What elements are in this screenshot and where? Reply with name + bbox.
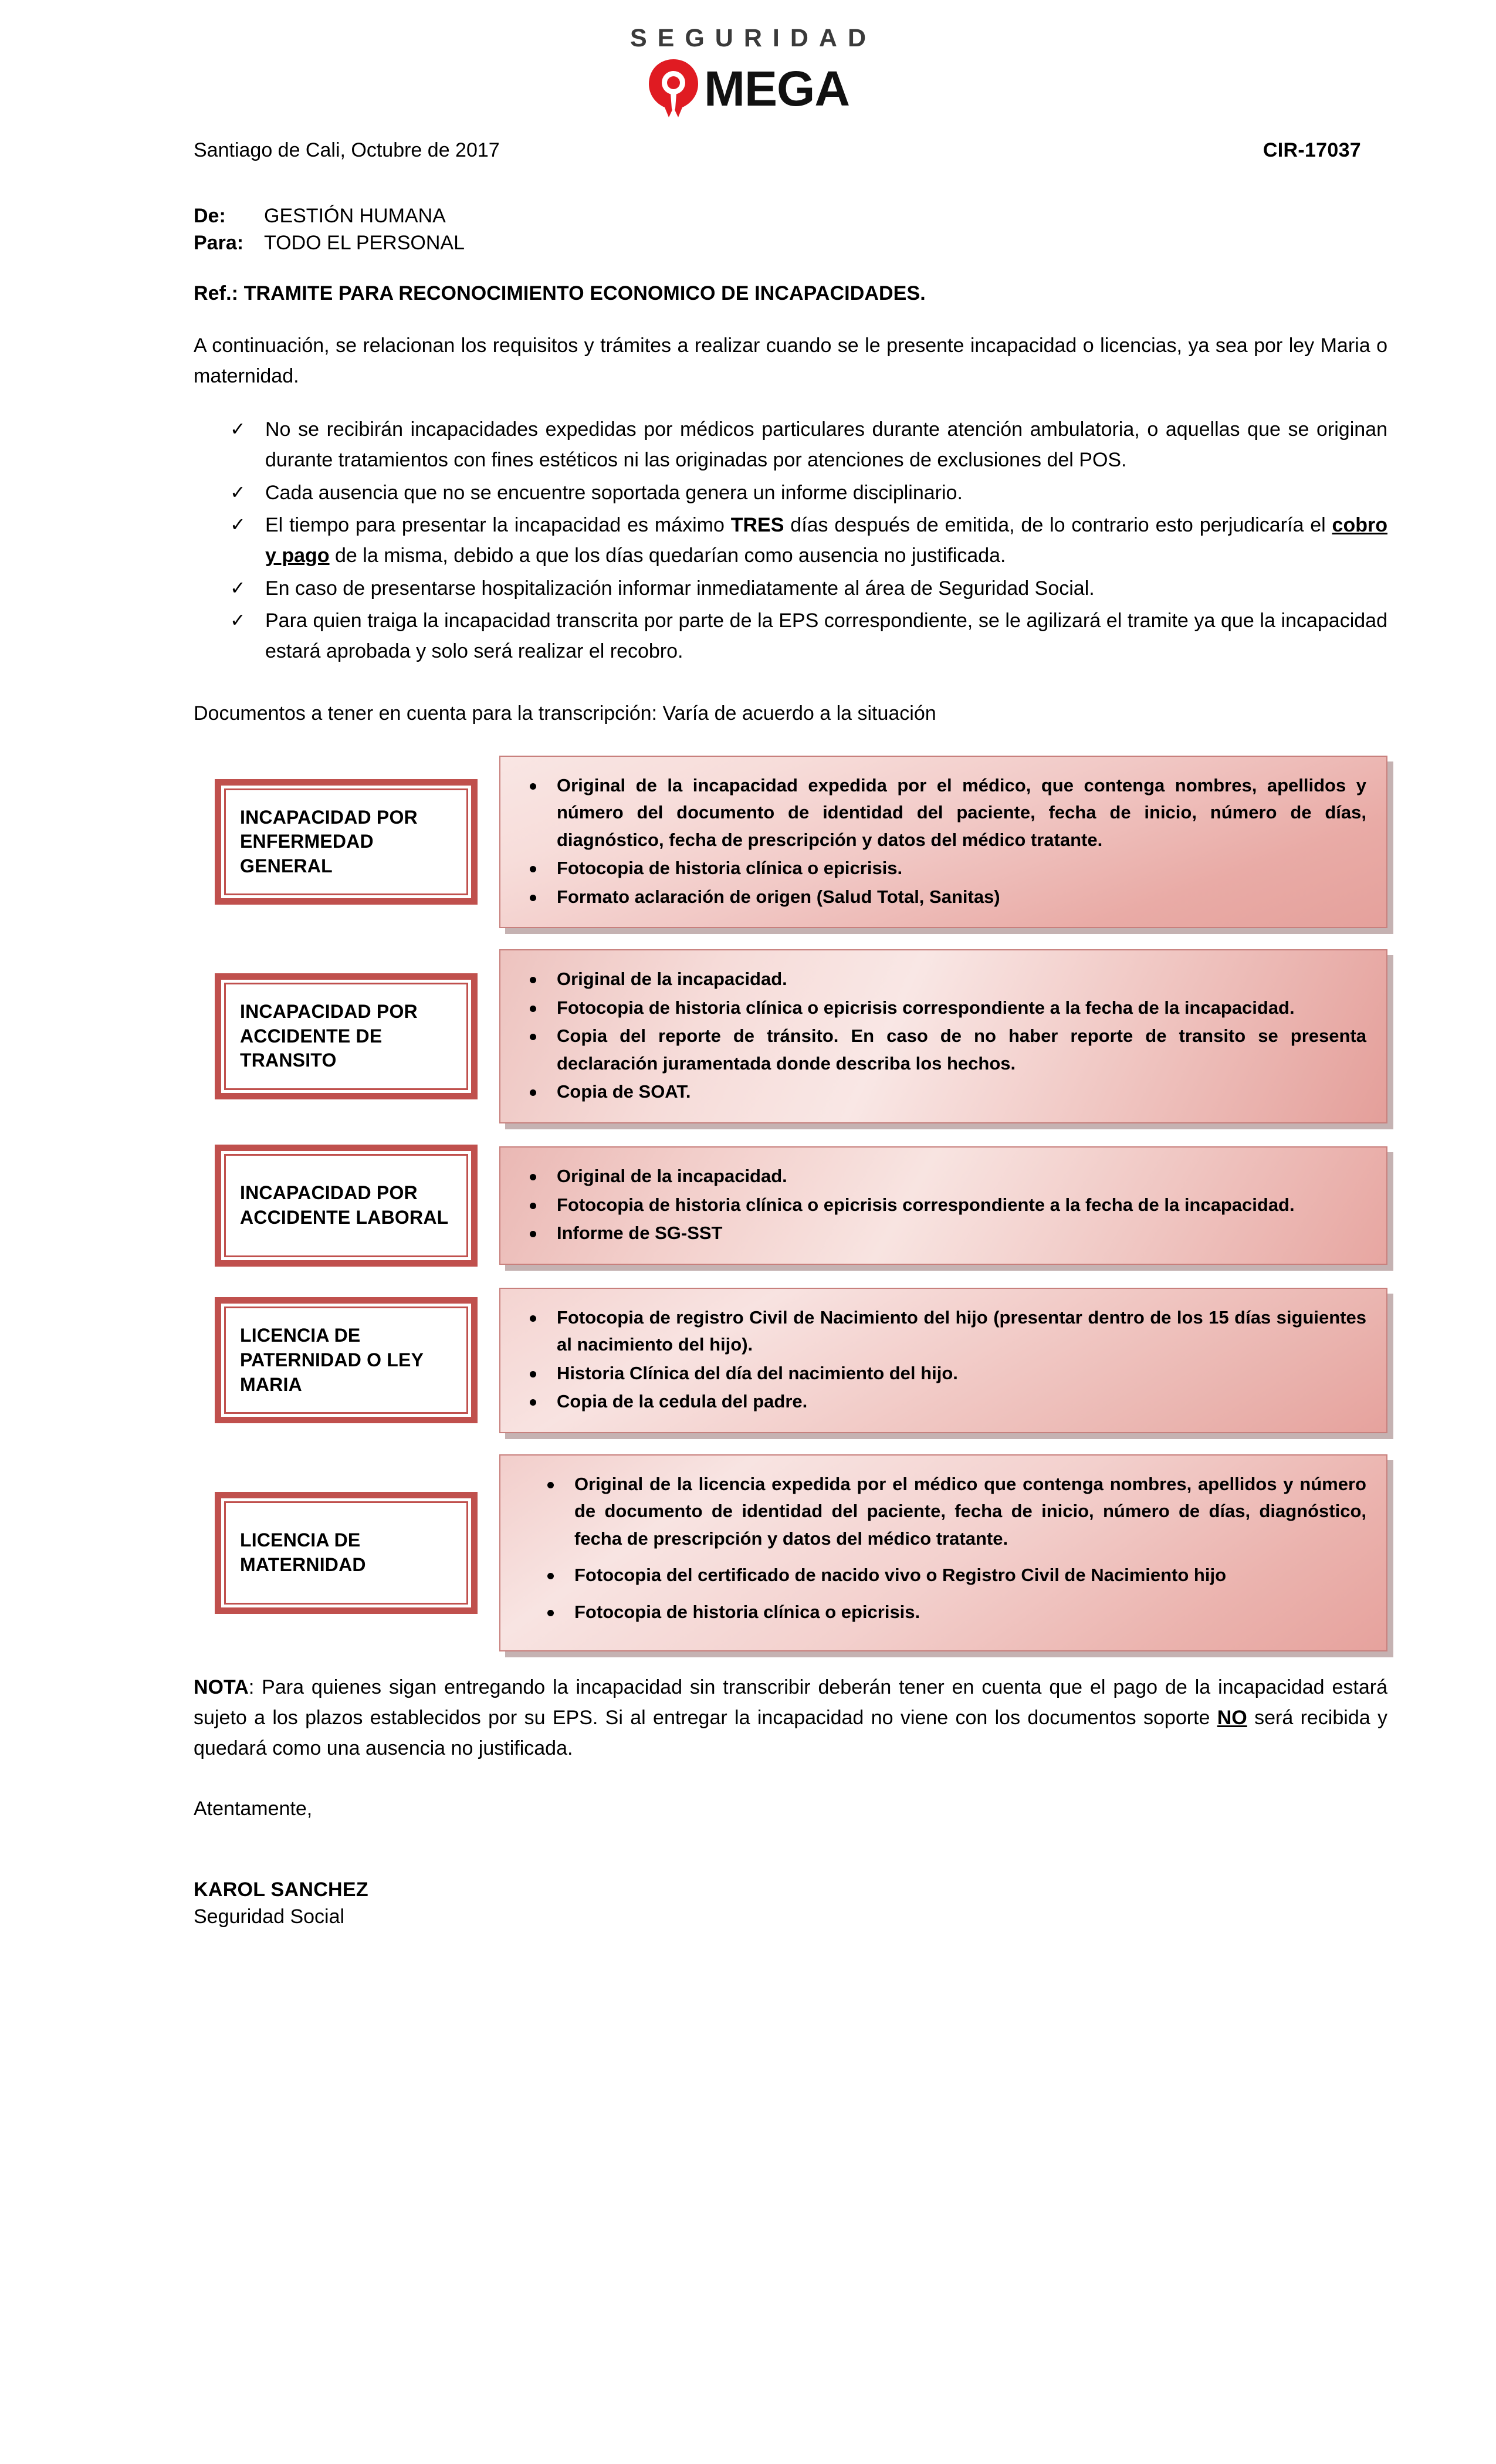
category-label-box xyxy=(215,973,478,1099)
requirement-text xyxy=(265,418,1387,471)
category-requirement-item: Fotocopia de historia clínica o epicrisis. xyxy=(518,855,1366,882)
signature-block xyxy=(194,1877,1387,1930)
addressing-block xyxy=(194,203,1387,256)
requirements-list xyxy=(194,415,1387,666)
category-content-box xyxy=(499,756,1387,929)
text-run: será recibida y quedará como una ausencia no justificada. xyxy=(194,1706,1387,1759)
category-requirement-item: Original de la incapacidad. xyxy=(518,966,1366,993)
signer-role: Seguridad Social xyxy=(194,1905,345,1928)
requirement-item xyxy=(229,415,1387,475)
company-logo xyxy=(0,0,1496,118)
checkmark-icon: ✓ xyxy=(230,514,246,536)
text-run: No se recibirán incapacidades expedidas por médicos particulares durante atención ambulatoria, o aquellas que se originan durante tratamientos con fines estéticos ni las originadas por atenciones de exclusiones del POS. xyxy=(265,418,1387,472)
category-label-inner-frame xyxy=(224,1154,468,1257)
text-run: Cada ausencia que no se encuentre soportada genera un informe disciplinario. xyxy=(265,481,963,504)
text-run: días después de emitida, de lo contrario esto perjudicaría el xyxy=(784,514,1332,537)
category-requirement-item: Original de la licencia expedida por el médico que contenga nombres, apellidos y número de documento de identidad del paciente, fecha de inicio, número de días, diagnóstico, fecha de prescripción y datos del médico tratante. xyxy=(518,1471,1366,1553)
category-label-inner-frame xyxy=(224,1501,468,1605)
category-content-box xyxy=(499,1454,1387,1652)
closing-salutation: Atentamente, xyxy=(194,1798,313,1820)
category-requirement-item: Copia del reporte de tránsito. En caso de no haber reporte de transito se presenta declaración juramentada donde describa los hechos. xyxy=(518,1023,1366,1077)
category-content-box xyxy=(499,1146,1387,1265)
category-label-inner-frame xyxy=(224,983,468,1090)
text-run: En caso de presentarse hospitalización informar inmediatamente al área de Seguridad Social. xyxy=(265,577,1095,600)
category-requirement-item: Historia Clínica del día del nacimiento del hijo. xyxy=(518,1360,1366,1387)
category-label-box xyxy=(215,1145,478,1267)
category-requirement-list xyxy=(518,1163,1366,1247)
reference-code: CIR-17037 xyxy=(1263,139,1361,161)
emphasis-bold: NOTA xyxy=(194,1676,249,1699)
checkmark-icon: ✓ xyxy=(230,610,246,631)
category-requirement-item: Copia de la cedula del padre. xyxy=(518,1388,1366,1416)
to-label: Para: xyxy=(194,231,244,254)
category-requirement-list xyxy=(518,1471,1366,1626)
category-requirement-list xyxy=(518,772,1366,911)
checkmark-icon: ✓ xyxy=(230,481,246,503)
logo-bottom-word: MEGA xyxy=(704,61,849,116)
category-label-text: INCAPACIDAD POR ACCIDENTE LABORAL xyxy=(240,1182,449,1228)
requirement-text xyxy=(265,577,1095,600)
category-requirement-item: Fotocopia del certificado de nacido vivo o Registro Civil de Nacimiento hijo xyxy=(518,1562,1366,1589)
to-line xyxy=(194,230,1387,257)
category-requirement-item: Fotocopia de historia clínica o epicrisis correspondiente a la fecha de la incapacidad. xyxy=(518,1192,1366,1219)
document-body xyxy=(0,139,1496,1930)
category-row xyxy=(194,1145,1387,1267)
logo-wordmark-row xyxy=(647,57,849,118)
requirement-item xyxy=(229,478,1387,509)
category-label-box xyxy=(215,779,478,905)
to-value: TODO EL PERSONAL xyxy=(264,231,465,254)
from-value: GESTIÓN HUMANA xyxy=(264,205,446,227)
category-requirement-item: Informe de SG-SST xyxy=(518,1220,1366,1247)
category-requirement-item: Copia de SOAT. xyxy=(518,1078,1366,1106)
category-requirement-item: Fotocopia de historia clínica o epicrisis. xyxy=(518,1599,1366,1626)
subject-line: Ref.: TRAMITE PARA RECONOCIMIENTO ECONOMICO DE INCAPACIDADES. xyxy=(194,282,926,305)
category-label-text: INCAPACIDAD POR ACCIDENTE DE TRANSITO xyxy=(240,1001,418,1071)
category-boxes xyxy=(194,756,1387,1652)
category-row xyxy=(194,1288,1387,1433)
text-run: de la misma, debido a que los días quedarían como ausencia no justificada. xyxy=(329,544,1006,567)
category-content-box xyxy=(499,1288,1387,1433)
signer-name: KAROL SANCHEZ xyxy=(194,1879,368,1901)
requirement-text xyxy=(265,482,963,504)
note-paragraph xyxy=(194,1673,1387,1764)
logo-top-word: SEGURIDAD xyxy=(629,24,877,52)
text-run: : Para quienes sigan entregando la incapacidad sin transcribir deberán tener en cuenta que el pago de la incapacidad estará sujeto a los plazos establecidos por su EPS. Si al entregar la incapacidad no viene con los documentos soporte xyxy=(194,1676,1387,1729)
category-row xyxy=(194,949,1387,1123)
emphasis-bold: TRES xyxy=(730,514,784,537)
requirement-item xyxy=(229,510,1387,571)
category-row xyxy=(194,756,1387,929)
category-requirement-item: Formato aclaración de origen (Salud Total, Sanitas) xyxy=(518,884,1366,911)
category-label-text: INCAPACIDAD POR ENFERMEDAD GENERAL xyxy=(240,806,418,876)
checkmark-icon: ✓ xyxy=(230,418,246,440)
category-requirement-list xyxy=(518,1304,1366,1416)
from-line xyxy=(194,203,1387,230)
requirement-text xyxy=(265,610,1387,662)
category-label-box xyxy=(215,1297,478,1423)
category-label-box xyxy=(215,1492,478,1614)
category-content-box xyxy=(499,949,1387,1123)
from-label: De: xyxy=(194,205,226,227)
intro-paragraph: A continuación, se relacionan los requisitos y trámites a realizar cuando se le presente incapacidad o licencias, ya sea por ley Maria o maternidad. xyxy=(194,334,1387,387)
category-label-text: LICENCIA DE PATERNIDAD O LEY MARIA xyxy=(240,1325,424,1395)
category-requirement-item: Original de la incapacidad. xyxy=(518,1163,1366,1190)
text-run: Para quien traiga la incapacidad transcrita por parte de la EPS correspondiente, se le agilizará el tramite ya que la incapacidad estará aprobada y solo será realizar el recobro. xyxy=(265,610,1387,663)
documents-intro-line: Documentos a tener en cuenta para la transcripción: Varía de acuerdo a la situación xyxy=(194,702,936,725)
category-row xyxy=(194,1454,1387,1652)
omega-pin-icon xyxy=(647,57,700,118)
category-requirement-item: Fotocopia de registro Civil de Nacimiento del hijo (presentar dentro de los 15 días siguientes al nacimiento del hijo). xyxy=(518,1304,1366,1359)
requirement-item xyxy=(229,606,1387,666)
checkmark-icon: ✓ xyxy=(230,577,246,598)
requirement-text xyxy=(265,514,1387,567)
place-and-date: Santiago de Cali, Octubre de 2017 xyxy=(194,139,500,161)
text-run: El tiempo para presentar la incapacidad es máximo xyxy=(265,514,731,537)
category-requirement-item: Fotocopia de historia clínica o epicrisis correspondiente a la fecha de la incapacidad. xyxy=(518,994,1366,1022)
category-label-inner-frame xyxy=(224,788,468,896)
category-requirement-item: Original de la incapacidad expedida por el médico, que contenga nombres, apellidos y número del documento de identidad del paciente, fecha de inicio, número de días, diagnóstico, fecha de prescripción y datos del médico tratante. xyxy=(518,772,1366,854)
category-label-text: LICENCIA DE MATERNIDAD xyxy=(240,1529,366,1576)
emphasis-bold-underline: NO xyxy=(1217,1706,1247,1729)
category-label-inner-frame xyxy=(224,1307,468,1414)
requirement-item xyxy=(229,574,1387,604)
emphasis-bold-underline: cobro y pago xyxy=(265,514,1387,567)
document-meta xyxy=(194,139,1387,162)
category-requirement-list xyxy=(518,966,1366,1106)
